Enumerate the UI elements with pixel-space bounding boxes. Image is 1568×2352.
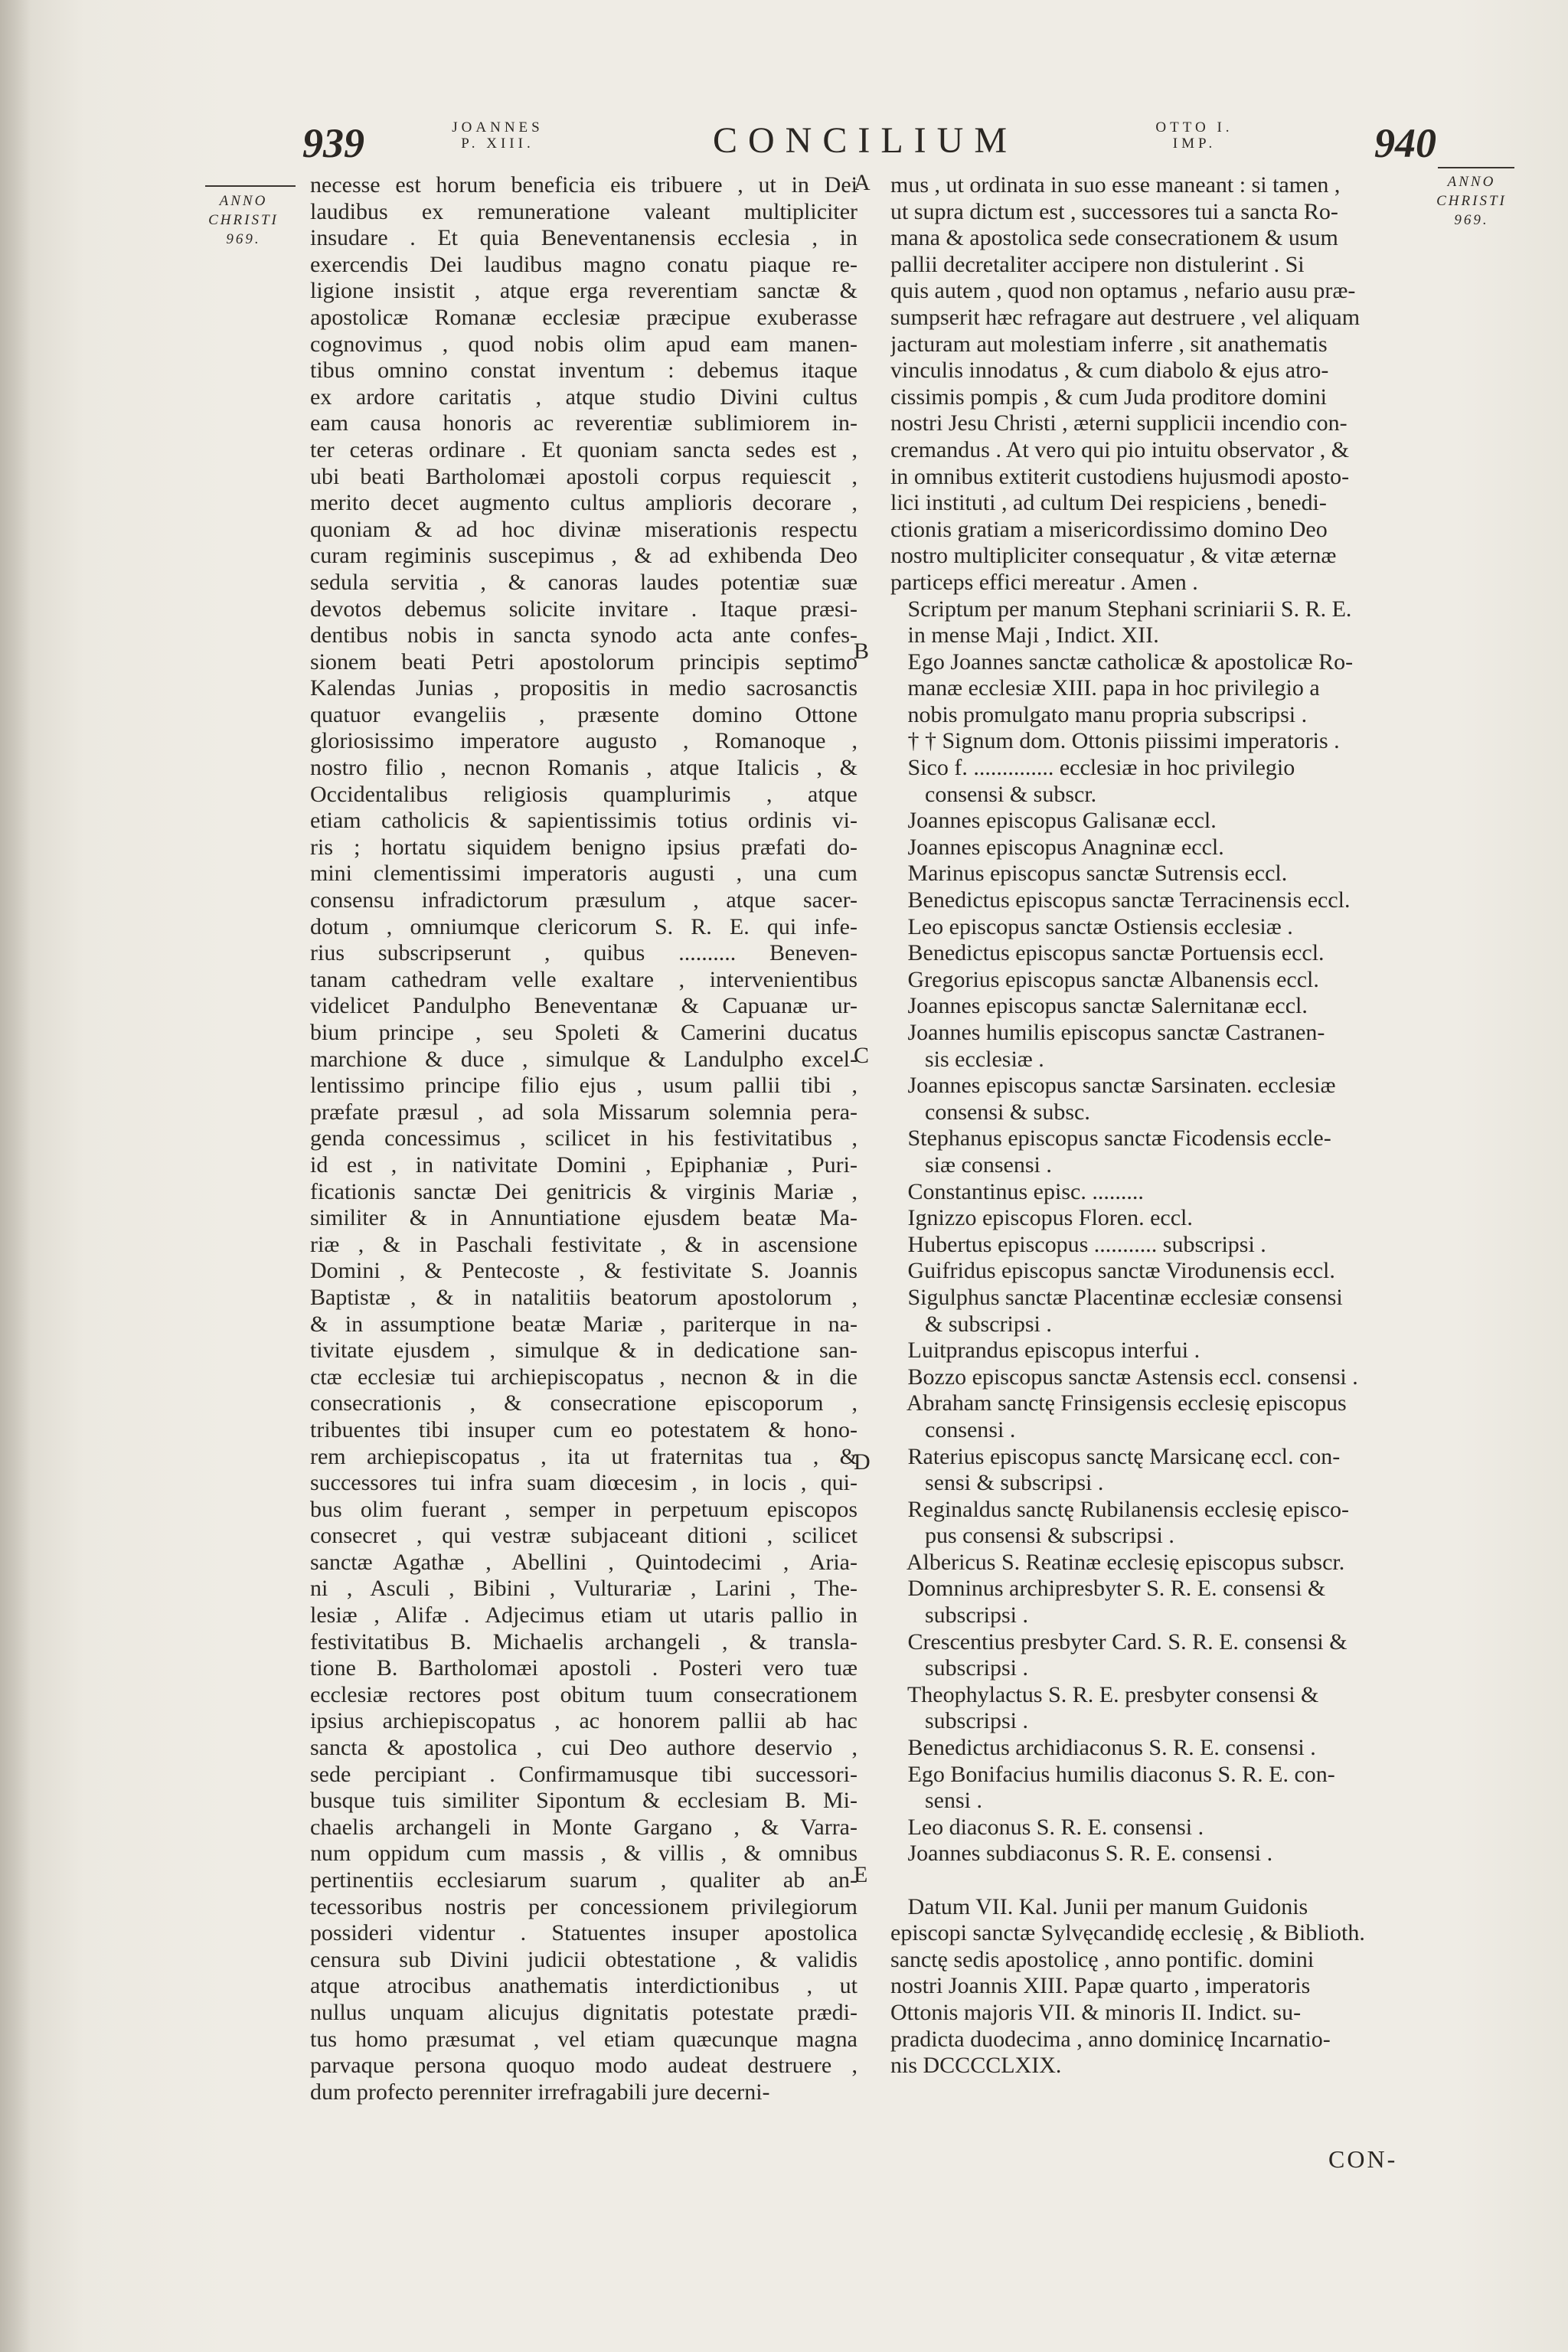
text-line: ubi beati Bartholomæi apostoli corpus requiescit , <box>310 463 858 489</box>
text-line: nostro filio , necnon Romanis , atque Italicis , & <box>310 755 858 781</box>
text-line: cognovimus , quod nobis olim apud eam manen- <box>310 331 858 357</box>
text-line: Joannes humilis episcopus sanctæ Castranen- <box>890 1020 1325 1045</box>
catchword: CON- <box>1328 2145 1398 2173</box>
text-line: Scriptum per manum Stephani scriniarii S. R. E. <box>890 596 1352 622</box>
left-page-number: 939 <box>302 120 364 166</box>
text-line: Gregorius episcopus sanctæ Albanensis eccl. <box>890 966 1319 992</box>
text-line: Raterius episcopus sanctę Marsicanę eccl. con- <box>890 1443 1341 1469</box>
text-line: nis DCCCCLXIX. <box>890 2053 1062 2079</box>
text-line: rius subscripserunt , quibus .......... Beneven- <box>310 940 858 966</box>
text-line: Albericus S. Reatinæ ecclesię episcopus subscr. <box>890 1549 1345 1575</box>
text-line: eam causa honoris ac reverentiæ sublimiorem in- <box>310 410 858 436</box>
text-line: id est , in nativitate Domini , Epiphaniæ , Puri- <box>310 1152 858 1178</box>
text-line: curam regiminis suscepimus , & ad exhibenda Deo <box>310 543 858 569</box>
text-line: Leo episcopus sanctæ Ostiensis ecclesiæ . <box>890 913 1293 939</box>
section-letter-d: D <box>854 1449 871 1475</box>
book-gutter <box>0 0 31 2352</box>
text-line: tus homo præsumat , vel etiam quæcunque magna <box>310 2026 858 2052</box>
text-line: Joannes episcopus sanctæ Salernitanæ eccl. <box>890 993 1308 1019</box>
text-line: laudibus ex remuneratione valeant multipliciter <box>310 198 858 224</box>
right-page-number: 940 <box>1374 120 1436 166</box>
margin-rule-right <box>1438 167 1514 168</box>
margin-note-line: ANNO <box>219 193 268 209</box>
text-line: gloriosissimo imperatore augusto , Romanoque , <box>310 728 858 754</box>
text-line: præfate præsul , ad sola Missarum solemnia pera- <box>310 1099 858 1125</box>
margin-note-line: 969. <box>226 231 261 247</box>
section-letter-e: E <box>854 1862 868 1887</box>
text-line: devotos debemus solicite invitare . Itaque præsi- <box>310 596 858 622</box>
text-line: rem archiepiscopatus , ita ut fraternitas tua , & <box>310 1443 858 1469</box>
text-line: subscripsi . <box>890 1602 1028 1628</box>
text-line: nostro multipliciter consequatur , & vitæ æternæ <box>890 543 1337 569</box>
text-line: † † Signum dom. Ottonis piissimi imperatoris . <box>890 728 1340 754</box>
running-head-line: P. XIII. <box>461 136 534 152</box>
text-line: dotum , omniumque clericorum S. R. E. qui infe- <box>310 913 858 939</box>
text-line: Luitprandus episcopus interfui . <box>890 1338 1200 1364</box>
text-line: ex ardore caritatis , atque studio Divini cultus <box>310 384 858 410</box>
text-line: insudare . Et quia Beneventanensis ecclesia , in <box>310 225 858 251</box>
text-line: apostolicæ Romanæ ecclesiæ præcipue exuberasse <box>310 304 858 330</box>
text-line: Marinus episcopus sanctæ Sutrensis eccl. <box>890 861 1288 887</box>
text-line: sedula servitia , & canoras laudes potentiæ suæ <box>310 569 858 595</box>
text-line: Sico f. .............. ecclesiæ in hoc privilegio <box>890 755 1295 781</box>
text-line: jacturam aut molestiam inferre , sit anathematis <box>890 331 1328 357</box>
text-line: quis autem , quod non optamus , nefario ausu præ- <box>890 278 1356 304</box>
text-line: sancta & apostolica , cui Deo authore deservio , <box>310 1735 858 1761</box>
text-line: Crescentius presbyter Card. S. R. E. consensi & <box>890 1628 1348 1655</box>
text-line: bus olim fuerant , semper in perpetuum episcopos <box>310 1496 858 1522</box>
text-line: & subscripsi . <box>890 1311 1052 1337</box>
text-line: nostri Jesu Christi , æterni supplicii incendio con- <box>890 410 1348 436</box>
text-line: Occidentalibus religiosis quamplurimis , atque <box>310 781 858 807</box>
text-line: consensi & subscr. <box>890 781 1097 807</box>
text-line: marchione & duce , simulque & Landulpho excel- <box>310 1046 858 1072</box>
text-line: Domninus archipresbyter S. R. E. consensi & <box>890 1576 1326 1602</box>
text-line: busque tuis similiter Sipontum & ecclesiam B. Mi- <box>310 1788 858 1814</box>
text-line: bium principe , seu Spoleti & Camerini ducatus <box>310 1020 858 1045</box>
text-line: sensi & subscripsi . <box>890 1470 1104 1496</box>
section-letter-c: C <box>854 1043 870 1068</box>
text-line: ficationis sanctæ Dei genitricis & virginis Mariæ , <box>310 1178 858 1204</box>
left-running-head <box>433 119 563 152</box>
text-line: Abraham sanctę Frinsigensis ecclesię episcopus <box>890 1390 1347 1416</box>
margin-note-line: 969. <box>1454 212 1489 228</box>
text-line: Benedictus episcopus sanctæ Portuensis eccl. <box>890 940 1325 966</box>
text-line: tanam cathedram velle exaltare , intervenientibus <box>310 966 858 992</box>
text-line: sanctæ Agathæ , Abellini , Quintodecimi , Aria- <box>310 1549 858 1575</box>
section-letter-a: A <box>854 170 871 195</box>
text-line: tibus omnino constat inventum : debemus itaque <box>310 358 858 384</box>
margin-note-line: ANNO <box>1447 174 1496 190</box>
text-line: tecessoribus nostris per concessionem privilegiorum <box>310 1893 858 1919</box>
text-line: Sigulphus sanctæ Placentinæ ecclesiæ consensi <box>890 1284 1343 1310</box>
text-line: tivitate ejusdem , simulque & in dedicatione san- <box>310 1338 858 1364</box>
text-line: sanctę sedis apostolicę , anno pontific. domini <box>890 1946 1315 1972</box>
text-line: Benedictus episcopus sanctæ Terracinensis eccl. <box>890 887 1351 913</box>
text-line: Ottonis majoris VII. & minoris II. Indict. su- <box>890 1999 1302 2025</box>
left-text-column <box>310 172 858 2105</box>
text-line: Domini , & Pentecoste , & festivitate S. Joannis <box>310 1258 858 1284</box>
text-line: pertinentiis ecclesiarum suarum , qualiter ab an- <box>310 1867 858 1893</box>
text-line: Leo diaconus S. R. E. consensi . <box>890 1814 1204 1840</box>
text-line: sumpserit hæc refragare aut destruere , vel aliquam <box>890 304 1361 330</box>
text-line <box>890 1867 1430 1894</box>
text-line: mini clementissimi imperatoris augusti , una cum <box>310 861 858 887</box>
text-line: Guifridus episcopus sanctæ Virodunensis eccl. <box>890 1258 1335 1284</box>
text-line: lesiæ , Alifæ . Adjecimus etiam ut utaris pallio in <box>310 1602 858 1628</box>
text-line: ipsius archiepiscopatus , ac honorem pallii ab hac <box>310 1708 858 1734</box>
text-line: ris ; hortatu siquidem benigno ipsius præfati do- <box>310 834 858 860</box>
text-line: Joannes episcopus sanctæ Sarsinaten. ecclesiæ <box>890 1073 1336 1099</box>
text-line: cissimis pompis , & cum Juda proditore domini <box>890 384 1327 410</box>
margin-note-right <box>1433 172 1510 230</box>
text-line: cremandus . At vero qui pio intuitu observator , & <box>890 436 1350 462</box>
text-line: consensi & subsc. <box>890 1099 1090 1125</box>
text-line: consecret , qui vestræ subjaceant ditioni , scilicet <box>310 1523 858 1549</box>
text-line: sensi . <box>890 1788 982 1814</box>
text-line: ecclesiæ rectores post obitum tuum consecrationem <box>310 1681 858 1707</box>
text-line: pallii decretaliter accipere non distulerint . Si <box>890 251 1305 277</box>
margin-note-line: CHRISTI <box>208 212 279 228</box>
text-line: tribuentes tibi insuper cum eo potestatem & hono- <box>310 1416 858 1442</box>
margin-note-left <box>205 191 282 249</box>
text-line: riæ , & in Paschali festivitate , & in ascensione <box>310 1231 858 1257</box>
text-line: mana & apostolica sede consecrationem & usum <box>890 225 1338 251</box>
text-line: Benedictus archidiaconus S. R. E. consensi . <box>890 1735 1316 1761</box>
text-line: dum profecto perenniter irrefragabili jure decerni- <box>310 2079 770 2105</box>
text-line: sionem beati Petri apostolorum principis septimo <box>310 648 858 675</box>
right-text-column <box>890 172 1430 2079</box>
text-line: mus , ut ordinata in suo esse maneant : si tamen , <box>890 172 1341 198</box>
text-line: parvaque persona quoquo modo audeat destruere , <box>310 2053 858 2079</box>
text-line: manæ ecclesiæ XIII. papa in hoc privilegio a <box>890 675 1320 701</box>
text-line: pus consensi & subscripsi . <box>890 1523 1174 1549</box>
text-line: genda concessimus , scilicet in his festivitatibus , <box>310 1125 858 1152</box>
right-running-head <box>1145 119 1244 152</box>
text-line: num oppidum cum massis , & villis , & omnibus <box>310 1841 858 1867</box>
running-head-line: OTTO I. <box>1155 119 1233 136</box>
text-line: subscripsi . <box>890 1708 1028 1734</box>
text-line: & in assumptione beatæ Mariæ , pariterque in na- <box>310 1311 858 1337</box>
page-title: CONCILIUM <box>713 120 1018 161</box>
text-line: censura sub Divini judicii obtestatione , & validis <box>310 1946 858 1972</box>
text-line: Baptistæ , & in natalitiis beatorum apostolorum , <box>310 1284 858 1310</box>
text-line: in omnibus extiterit custodiens hujusmodi aposto- <box>890 463 1350 489</box>
text-line: ctæ ecclesiæ tui archiepiscopatus , necnon & in die <box>310 1364 858 1390</box>
text-line: atque atrocibus anathematis interdictionibus , ut <box>310 1973 858 1999</box>
text-line: Ignizzo episcopus Floren. eccl. <box>890 1205 1193 1231</box>
text-line: exercendis Dei laudibus magno conatu piaque re- <box>310 251 858 277</box>
text-line: Hubertus episcopus ........... subscripsi . <box>890 1231 1266 1257</box>
text-line: quatuor evangeliis , præsente domino Ottone <box>310 701 858 727</box>
text-line: ni , Asculi , Bibini , Vulturariæ , Larini , The- <box>310 1576 858 1602</box>
text-line: sis ecclesiæ . <box>890 1046 1044 1072</box>
text-line: nobis promulgato manu propria subscripsi . <box>890 701 1308 727</box>
text-line: ctionis gratiam a misericordissimo domino Deo <box>890 516 1328 542</box>
text-line: successores tui infra suam diœcesim , in locis , qui- <box>310 1470 858 1496</box>
text-line: Stephanus episcopus sanctæ Ficodensis eccle- <box>890 1125 1331 1152</box>
text-line: consecrationis , & consecratione episcoporum , <box>310 1390 858 1416</box>
text-line: videlicet Pandulpho Beneventanæ & Capuanæ ur- <box>310 993 858 1019</box>
margin-rule-left <box>205 185 296 187</box>
text-line: particeps effici mereatur . Amen . <box>890 569 1198 595</box>
text-line: Joannes episcopus Anagninæ eccl. <box>890 834 1224 860</box>
running-head-line: JOANNES <box>452 119 544 136</box>
text-line: tione B. Bartholomæi apostoli . Posteri vero tuæ <box>310 1655 858 1681</box>
section-letter-b: B <box>854 639 870 664</box>
text-line: ter ceteras ordinare . Et quoniam sancta sedes est , <box>310 436 858 462</box>
text-line: merito decet augmento cultus amplioris decorare , <box>310 490 858 516</box>
text-line: Reginaldus sanctę Rubilanensis ecclesię episco- <box>890 1496 1349 1522</box>
text-line: Datum VII. Kal. Junii per manum Guidonis <box>890 1893 1308 1919</box>
running-head-line: IMP. <box>1172 136 1217 152</box>
text-line: lentissimo principe filio ejus , usum pallii tibi , <box>310 1073 858 1099</box>
text-line: etiam catholicis & sapientissimis totius ordinis vi- <box>310 808 858 834</box>
text-line: Theophylactus S. R. E. presbyter consensi & <box>890 1681 1319 1707</box>
text-line: vinculis innodatus , & cum diabolo & ejus atro- <box>890 358 1329 384</box>
text-line: Bozzo episcopus sanctæ Astensis eccl. consensi . <box>890 1364 1358 1390</box>
text-line: Joannes episcopus Galisanæ eccl. <box>890 808 1217 834</box>
text-line: nullus unquam alicujus dignitatis potestate prædi- <box>310 1999 858 2025</box>
text-line: consensi . <box>890 1416 1016 1442</box>
text-line: siæ consensi . <box>890 1152 1052 1178</box>
text-line: necesse est horum beneficia eis tribuere , ut in Dei <box>310 172 858 198</box>
text-line: ligione insistit , atque erga reverentiam sanctæ & <box>310 278 858 304</box>
margin-note-line: CHRISTI <box>1436 193 1507 209</box>
text-line: subscripsi . <box>890 1655 1028 1681</box>
text-line: dentibus nobis in sancta synodo acta ante confes- <box>310 622 858 648</box>
text-line: chaelis archangeli in Monte Gargano , & Varra- <box>310 1814 858 1840</box>
text-line: episcopi sanctæ Sylvęcandidę ecclesię , & Biblioth. <box>890 1920 1365 1946</box>
text-line: ut supra dictum est , successores tui a sancta Ro- <box>890 198 1338 224</box>
text-line: Constantinus episc. ......... <box>890 1178 1144 1204</box>
text-line: possideri videntur . Statuentes insuper apostolica <box>310 1920 858 1946</box>
text-line: pradicta duodecima , anno dominicę Incarnatio- <box>890 2026 1331 2052</box>
text-line: Kalendas Junias , propositis in medio sacrosanctis <box>310 675 858 701</box>
text-line: sede percipiant . Confirmamusque tibi successori- <box>310 1761 858 1787</box>
text-line: quoniam & ad hoc divinæ miserationis respectu <box>310 516 858 542</box>
text-line: Ego Joannes sanctæ catholicæ & apostolicæ Ro- <box>890 648 1354 675</box>
page-header <box>0 115 1568 168</box>
text-line: festivitatibus B. Michaelis archangeli , & transla- <box>310 1628 858 1655</box>
text-line: in mense Maji , Indict. XII. <box>890 622 1159 648</box>
text-line: Ego Bonifacius humilis diaconus S. R. E. con- <box>890 1761 1335 1787</box>
text-line: Joannes subdiaconus S. R. E. consensi . <box>890 1841 1273 1867</box>
text-line: consensu infradictorum præsulum , atque sacer- <box>310 887 858 913</box>
text-line: lici instituti , ad cultum Dei respiciens , benedi- <box>890 490 1327 516</box>
text-line: nostri Joannis XIII. Papæ quarto , imperatoris <box>890 1973 1311 1999</box>
text-line: similiter & in Annuntiatione ejusdem beatæ Ma- <box>310 1205 858 1231</box>
